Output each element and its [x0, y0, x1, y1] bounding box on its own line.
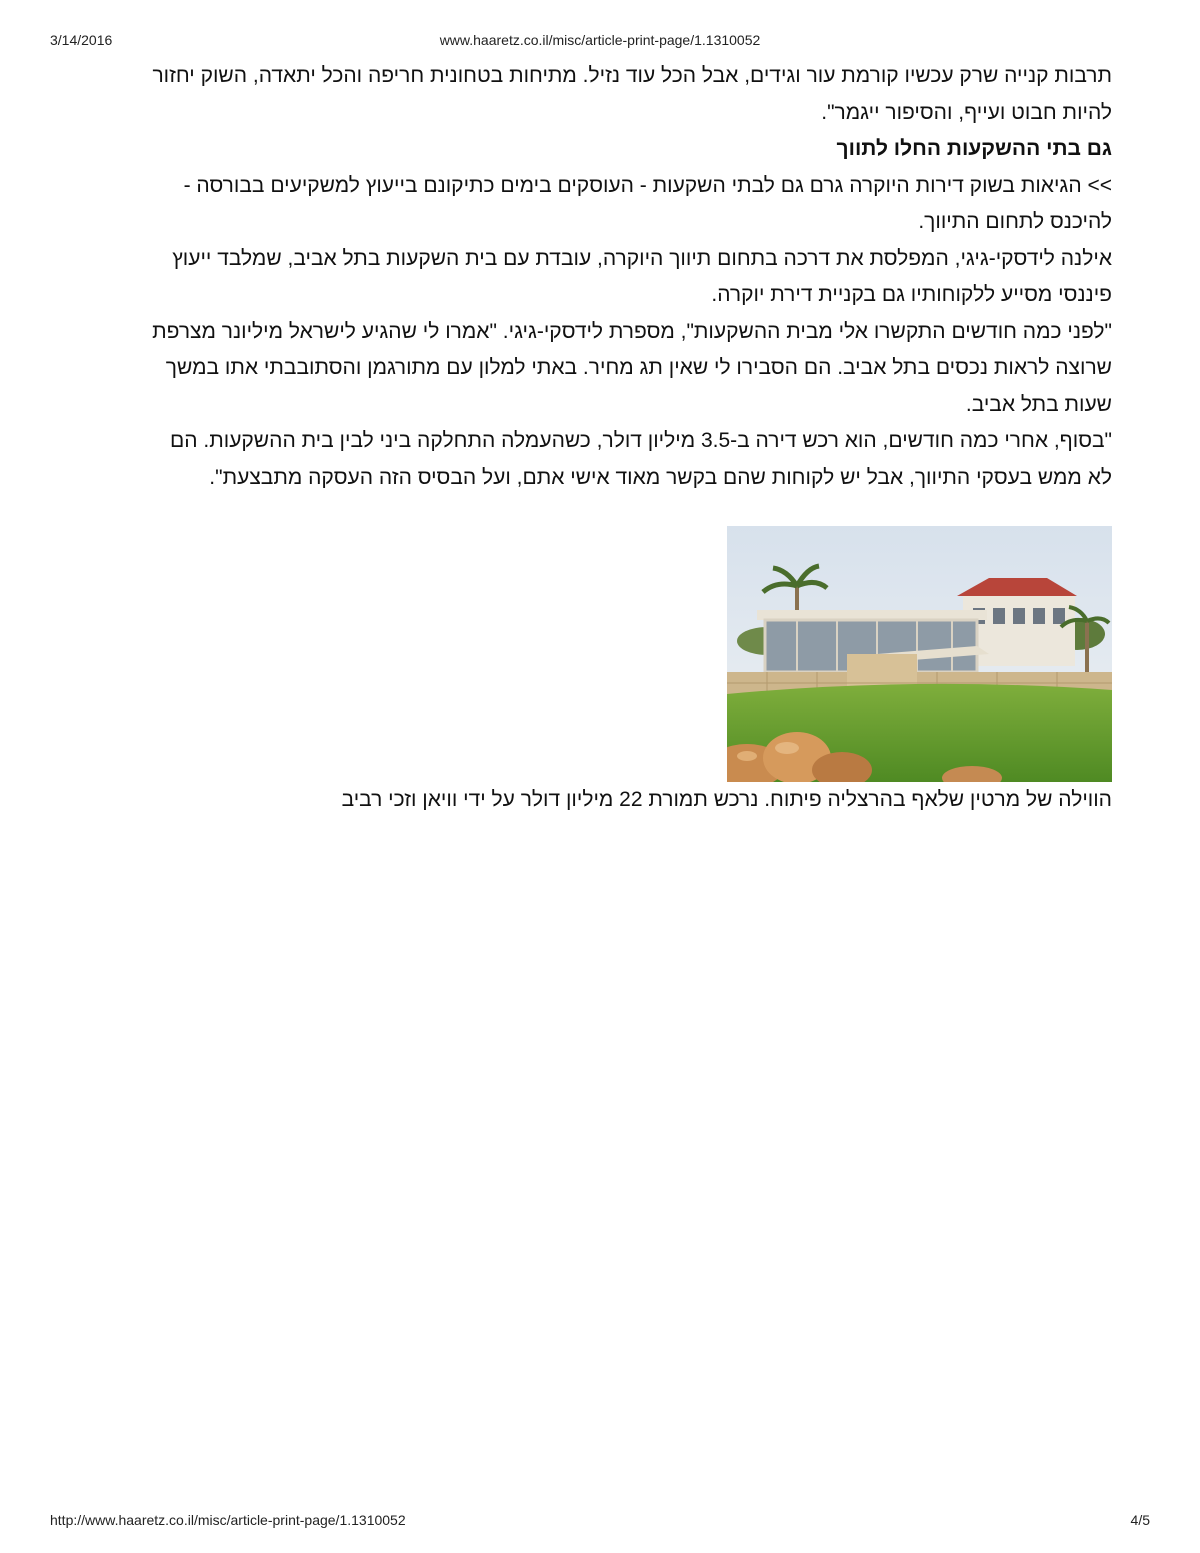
article-paragraph: "בסוף, אחרי כמה חודשים, הוא רכש דירה ב-3.5 מיליון דולר, כשהעמלה התחלקה ביני לבין בית ההשקעות. הם לא ממש בעסקי התיווך, אבל יש לקוחות שהם בקשר מאוד אישי אתם, ועל הבסיס הזה העסקה מתבצעת".	[170, 429, 1112, 489]
page-number: 4/5	[1130, 1512, 1150, 1528]
villa-photo	[727, 526, 1112, 782]
article-subheading: גם בתי ההשקעות החלו לתווך	[836, 137, 1112, 160]
print-date: 3/14/2016	[50, 32, 113, 48]
article-paragraph: אילנה לידסקי-גיגי, המפלסת את דרכה בתחום תיווך היוקרה, עובדת עם בית השקעות בתל אביב, שמלבד ייעוץ פיננסי מסייע ללקוחותיו גם בקניית דירת יוקרה.	[172, 246, 1112, 306]
print-url: www.haaretz.co.il/misc/article-print-page/1.1310052	[439, 32, 761, 48]
article-paragraph: "לפני כמה חודשים התקשרו אלי מבית ההשקעות", מספרת לידסקי-גיגי. "אמרו לי שהגיע לישראל מיליונר מצרפת שרוצה לראות נכסים בתל אביב. הם הסבירו לי שאין תג מחיר. באתי למלון עם מתורגמן והסתובבתי אתו במשך שעות בתל אביב.	[152, 319, 1112, 416]
article-paragraph: תרבות קנייה שרק עכשיו קורמת עור וגידים, אבל הכל עוד נזיל. מתיחות בטחונית חריפה והכל יתאדה, השוק יחזור להיות חבוט ועייף, והסיפור ייגמר".	[152, 64, 1112, 124]
article-body	[150, 58, 1112, 818]
article-paragraph: >> הגיאות בשוק דירות היוקרה גרם גם לבתי השקעות - העוסקים בימים כתיקונם בייעוץ למשקיעים בבורסה - להיכנס לתחום התיווך.	[183, 173, 1112, 233]
print-footer	[50, 1512, 1150, 1530]
footer-url: http://www.haaretz.co.il/misc/article-print-page/1.1310052	[50, 1512, 406, 1528]
photo-caption: הווילה של מרטין שלאף בהרצליה פיתוח. נרכש תמורת 22 מיליון דולר על ידי וויאן וזכי רביב	[341, 788, 1112, 811]
print-header	[50, 32, 1150, 50]
photo-container	[150, 526, 1112, 782]
